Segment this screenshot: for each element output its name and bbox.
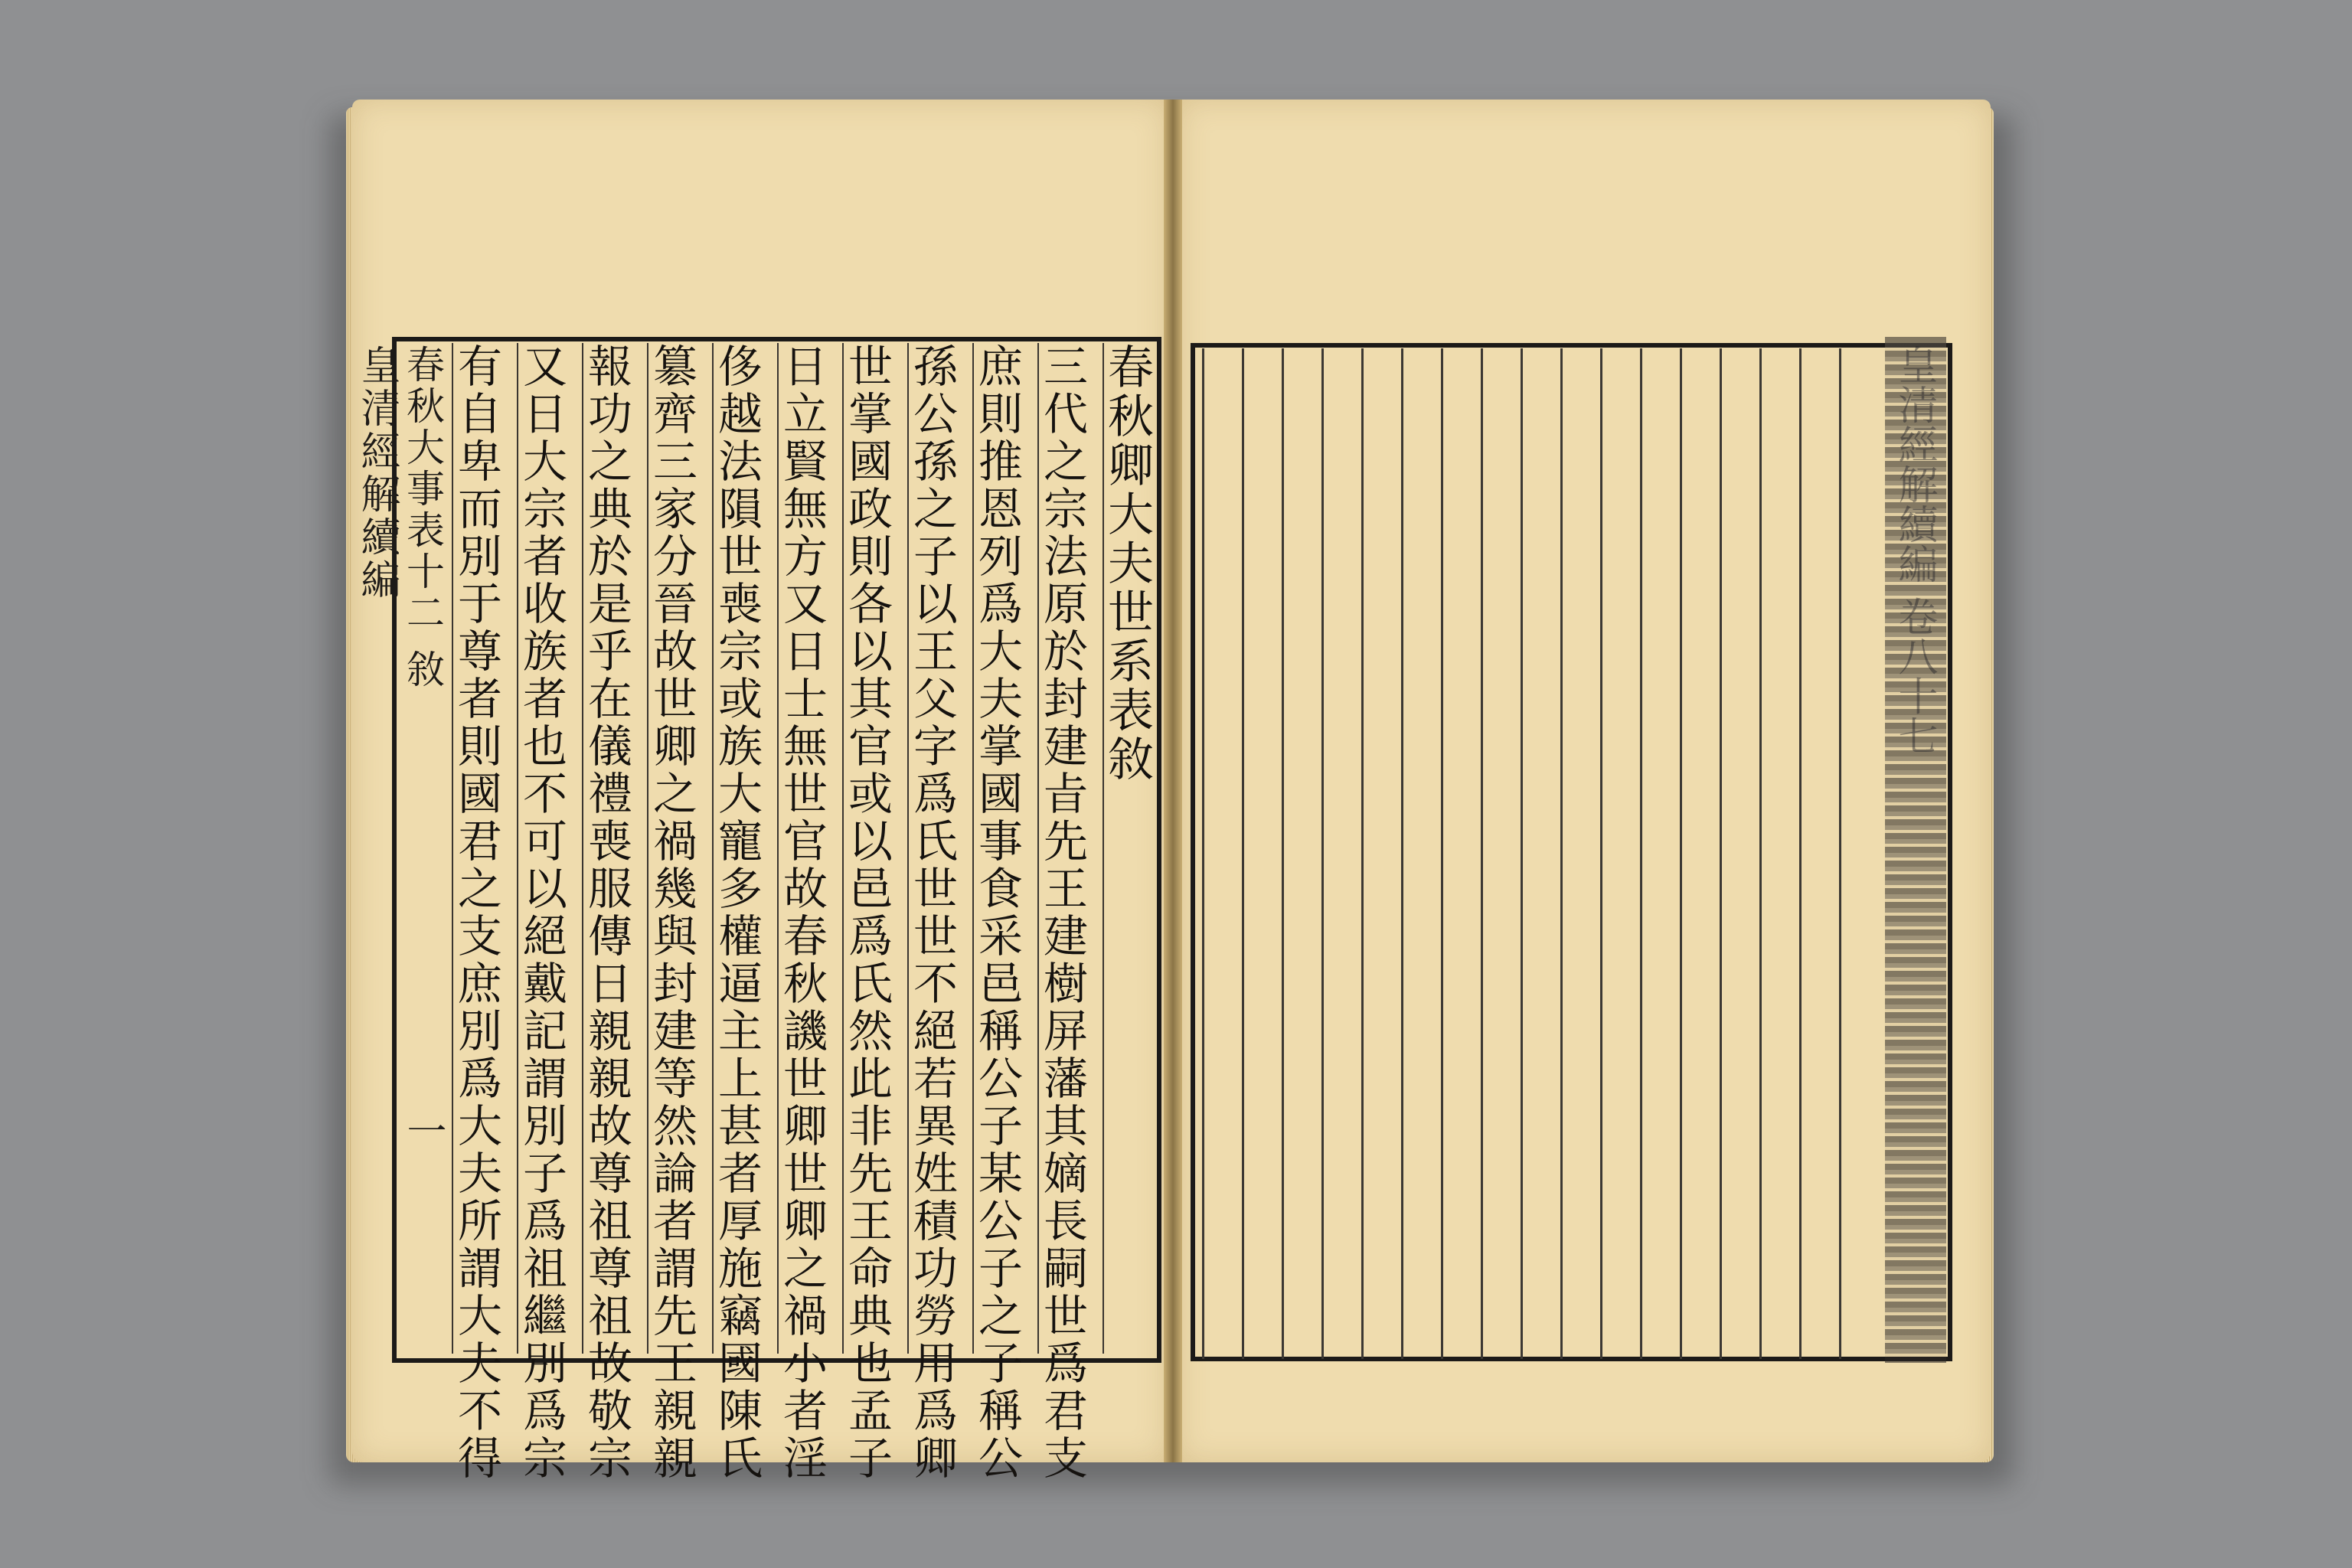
ghost-column	[1242, 348, 1284, 1359]
left-margin-title: 皇清經解續編	[354, 345, 400, 602]
text-column: 世掌國政則各以其官或以邑爲氏然此非先王命典也孟子	[841, 343, 893, 1482]
text-column: 報功之典於是乎在儀禮喪服傳日親親故尊祖尊祖故敬宗	[580, 343, 632, 1482]
left-margin-section-text: 春秋大事表十二 敘	[400, 345, 445, 691]
ghost-column	[1759, 348, 1802, 1359]
ghost-column	[1401, 348, 1443, 1359]
book-gutter	[1164, 100, 1182, 1462]
preface-title: 春秋卿大夫世系表敘	[1102, 343, 1150, 1354]
right-margin-title: 皇清經解續編 卷八十七	[1891, 345, 1937, 756]
ghost-column	[1600, 348, 1642, 1359]
ghost-column	[1680, 348, 1722, 1359]
text-column: 侈越法隕世喪宗或族大寵多權逼主上甚者厚施竊國陳氏	[710, 343, 763, 1482]
ghost-column	[1720, 348, 1762, 1359]
text-column: 三代之宗法原於封建㫖先王建樹屏藩其嫡長嗣世爲君支	[1036, 343, 1088, 1482]
ghost-column	[1640, 348, 1682, 1359]
ghost-column	[1361, 348, 1403, 1359]
text-column: 孫公孫之子以王父字爲氏世世不絕若異姓積功勞用爲卿	[906, 343, 958, 1482]
ghost-column	[1321, 348, 1364, 1359]
ghost-column	[1202, 348, 1244, 1359]
ghost-column	[1839, 348, 1881, 1359]
text-column: 有自卑而別于尊者則國君之支庶別爲大夫所謂大夫不得	[450, 343, 502, 1482]
ghost-column	[1282, 348, 1324, 1359]
ghost-column	[1521, 348, 1563, 1359]
ghost-column	[1441, 348, 1483, 1359]
text-column: 又日大宗者收族者也不可以絕戴記謂別子爲祖繼別爲宗	[515, 343, 567, 1482]
left-margin-page-number: 一	[400, 1110, 446, 1153]
text-column: 庶則推恩列爲大夫掌國事食采邑稱公子某公子之子稱公	[971, 343, 1023, 1482]
text-column: 日立賢無方又日士無世官故春秋譏世卿世卿之禍小者淫	[776, 343, 828, 1482]
text-column: 簒齊三家分晉故世卿之禍幾與封建等然論者謂先王親親	[645, 343, 697, 1482]
ghost-column	[1560, 348, 1602, 1359]
ghost-column	[1799, 348, 1841, 1359]
ghost-column	[1481, 348, 1523, 1359]
